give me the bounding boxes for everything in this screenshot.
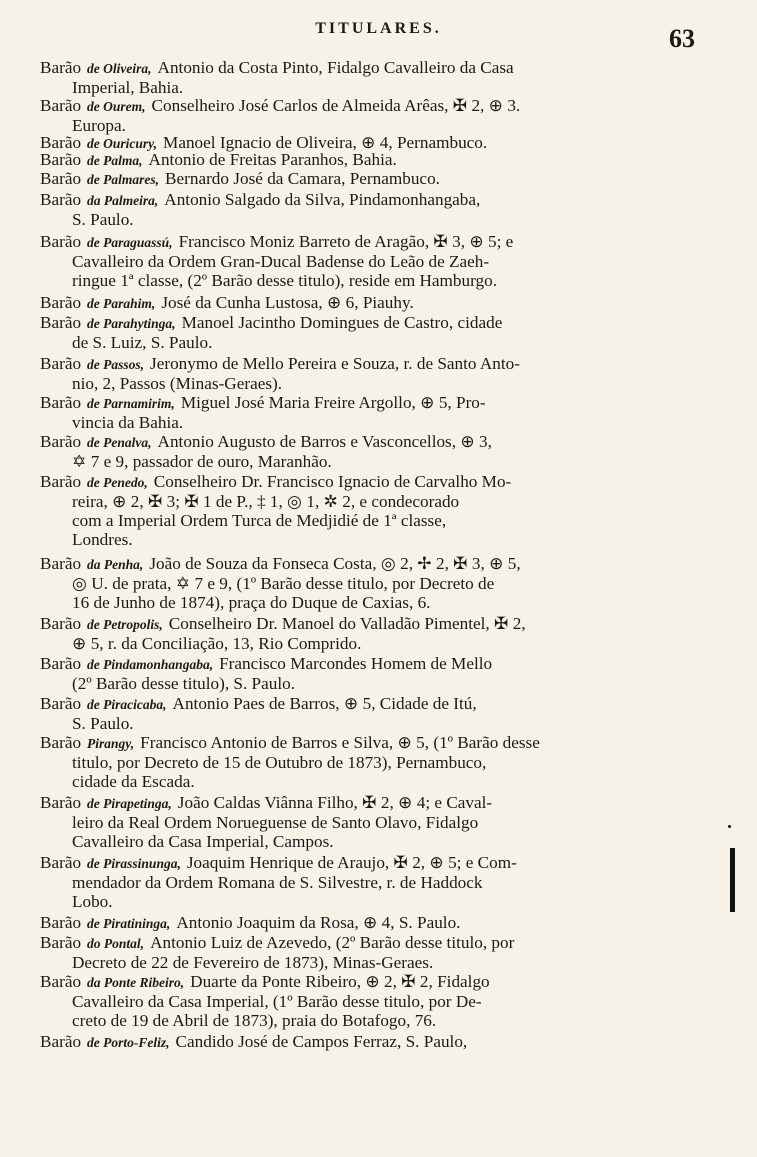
entry-place-name: de Pindamonhangaba, bbox=[87, 657, 214, 672]
entry-text: Antonio Salgado da Silva, Pindamonhangaba, bbox=[164, 190, 481, 209]
entry-place-name: de Palma, bbox=[87, 153, 143, 168]
entry-place-name: do Pontal, bbox=[87, 936, 145, 951]
entry-line bbox=[40, 992, 670, 1011]
title-entry bbox=[40, 354, 670, 393]
entry-line bbox=[40, 452, 670, 471]
entry-text: João Caldas Viânna Filho, ✠ 2, ⊕ 4; e Caval- bbox=[177, 793, 493, 812]
entry-title: Barão bbox=[40, 694, 82, 713]
entry-text: Manoel Ignacio de Oliveira, ⊕ 4, Pernambuco. bbox=[163, 133, 488, 152]
entry-title: Barão bbox=[40, 472, 82, 491]
entry-place-name: de Petropolis, bbox=[87, 617, 163, 632]
entry-title: Barão bbox=[40, 169, 82, 188]
entry-text: S. Paulo. bbox=[72, 714, 134, 733]
entry-line bbox=[40, 78, 670, 97]
entry-line bbox=[40, 530, 670, 549]
entry-line bbox=[40, 190, 670, 210]
entry-place-name: de Paraguassú, bbox=[87, 235, 173, 250]
entry-title: Barão bbox=[40, 190, 82, 209]
entry-place-name: de Oliveira, bbox=[87, 61, 152, 76]
entry-text: Cavalleiro da Casa Imperial, (1º Barão desse titulo, por De- bbox=[72, 992, 482, 1011]
entry-text: Duarte da Ponte Ribeiro, ⊕ 2, ✠ 2, Fidalgo bbox=[190, 972, 490, 991]
entry-text: Antonio Luiz de Azevedo, (2º Barão desse titulo, por bbox=[150, 933, 515, 952]
title-entry bbox=[40, 694, 670, 733]
entry-place-name: da Palmeira, bbox=[87, 193, 159, 208]
entry-place-name: de Parahytinga, bbox=[87, 316, 176, 331]
entry-place-name: de Parahim, bbox=[87, 296, 156, 311]
title-entry bbox=[40, 393, 670, 432]
entry-text: ⊕ 5, r. da Conciliação, 13, Rio Comprido. bbox=[72, 634, 362, 653]
entry-line bbox=[40, 252, 670, 271]
entry-text: Antonio da Costa Pinto, Fidalgo Cavalleiro da Casa bbox=[157, 58, 514, 77]
entry-line bbox=[40, 714, 670, 733]
entry-text: Francisco Marcondes Homem de Mello bbox=[219, 654, 493, 673]
entry-title: Barão bbox=[40, 933, 82, 952]
entry-place-name: de Piratininga, bbox=[87, 916, 171, 931]
entry-line bbox=[40, 413, 670, 432]
title-entry bbox=[40, 293, 670, 313]
entry-line bbox=[40, 293, 670, 313]
title-entry bbox=[40, 793, 670, 851]
entry-line bbox=[40, 654, 670, 674]
entry-place-name: de Pirassinunga, bbox=[87, 856, 181, 871]
entry-line bbox=[40, 354, 670, 374]
entry-line bbox=[40, 432, 670, 452]
title-entry bbox=[40, 169, 670, 189]
entry-text: Cavalleiro da Ordem Gran-Ducal Badense do Leão de Zaeh- bbox=[72, 252, 490, 271]
entry-place-name: de Piracicaba, bbox=[87, 697, 167, 712]
entry-title: Barão bbox=[40, 293, 82, 312]
entry-line bbox=[40, 313, 670, 333]
entry-title: Barão bbox=[40, 432, 82, 451]
entry-text: creto de 19 de Abril de 1873), praia do Botafogo, 76. bbox=[72, 1011, 437, 1030]
entry-line bbox=[40, 733, 670, 753]
entry-place-name: Pirangy, bbox=[87, 736, 135, 751]
entry-text: 16 de Junho de 1874), praça do Duque de Caxias, 6. bbox=[72, 593, 431, 612]
entry-title: Barão bbox=[40, 554, 82, 573]
entry-place-name: da Ponte Ribeiro, bbox=[87, 975, 185, 990]
entry-text: Conselheiro Dr. Manoel do Valladão Pimentel, ✠ 2, bbox=[168, 614, 526, 633]
entry-text: Francisco Moniz Barreto de Aragão, ✠ 3, ⊕ 5; e bbox=[178, 232, 514, 251]
entry-line bbox=[40, 953, 670, 972]
entry-line bbox=[40, 393, 670, 413]
entry-text: Francisco Antonio de Barros e Silva, ⊕ 5, (1º Barão desse bbox=[140, 733, 540, 752]
page-number: 63 bbox=[669, 24, 695, 53]
entry-place-name: de Ouricury, bbox=[87, 136, 158, 151]
entry-place-name: de Palmares, bbox=[87, 172, 160, 187]
entry-text: Candido José de Campos Ferraz, S. Paulo, bbox=[175, 1032, 468, 1051]
entry-line bbox=[40, 853, 670, 873]
entry-line bbox=[40, 873, 670, 892]
entry-text: titulo, por Decreto de 15 de Outubro de 1873), Pernambuco, bbox=[72, 753, 487, 772]
entry-line bbox=[40, 1032, 670, 1052]
entry-text: Decreto de 22 de Fevereiro de 1873), Minas-Geraes. bbox=[72, 953, 434, 972]
entry-text: João de Souza da Fonseca Costa, ◎ 2, ✢ 2, ✠ 3, ⊕ 5, bbox=[149, 554, 521, 573]
title-entry bbox=[40, 58, 670, 97]
entry-place-name: de Ourem, bbox=[87, 99, 146, 114]
running-header: TITULARES. bbox=[315, 20, 442, 37]
margin-dot bbox=[728, 825, 731, 828]
entry-text: Antonio Joaquim da Rosa, ⊕ 4, S. Paulo. bbox=[176, 913, 461, 932]
entry-line bbox=[40, 614, 670, 634]
entry-line bbox=[40, 634, 670, 653]
entry-text: (2º Barão desse titulo), S. Paulo. bbox=[72, 674, 296, 693]
entry-title: Barão bbox=[40, 733, 82, 752]
title-entry bbox=[40, 1032, 670, 1052]
entry-place-name: de Passos, bbox=[87, 357, 145, 372]
entry-text: ◎ U. de prata, ✡ 7 e 9, (1º Barão desse titulo, por Decreto de bbox=[72, 574, 495, 593]
entry-line bbox=[40, 574, 670, 593]
entry-place-name: de Parnamirim, bbox=[87, 396, 175, 411]
entry-line bbox=[40, 333, 670, 352]
entry-line bbox=[40, 674, 670, 693]
entry-title: Barão bbox=[40, 614, 82, 633]
entry-line bbox=[40, 793, 670, 813]
entry-title: Barão bbox=[40, 354, 82, 373]
entry-text: ringue 1ª classe, (2º Barão desse titulo), reside em Hamburgo. bbox=[72, 271, 498, 290]
entry-line bbox=[40, 374, 670, 393]
entry-line bbox=[40, 593, 670, 612]
entry-title: Barão bbox=[40, 853, 82, 872]
entry-text: Cavalleiro da Casa Imperial, Campos. bbox=[72, 832, 334, 851]
entry-title: Barão bbox=[40, 232, 82, 251]
entry-line bbox=[40, 933, 670, 953]
entry-line bbox=[40, 169, 670, 189]
entry-text: Europa. bbox=[72, 116, 126, 135]
entry-text: mendador da Ordem Romana de S. Silvestre, r. de Haddock bbox=[72, 873, 483, 892]
entry-title: Barão bbox=[40, 1032, 82, 1051]
entry-title: Barão bbox=[40, 150, 82, 169]
entry-title: Barão bbox=[40, 793, 82, 812]
entry-text: Manoel Jacintho Domingues de Castro, cidade bbox=[181, 313, 503, 332]
entry-title: Barão bbox=[40, 313, 82, 332]
title-entry bbox=[40, 432, 670, 471]
title-entry bbox=[40, 913, 670, 933]
entry-title: Barão bbox=[40, 58, 82, 77]
entry-line bbox=[40, 472, 670, 492]
entry-line bbox=[40, 913, 670, 933]
entry-line bbox=[40, 511, 670, 530]
title-entry bbox=[40, 654, 670, 693]
entry-place-name: de Penalva, bbox=[87, 435, 152, 450]
margin-ink-mark bbox=[730, 848, 735, 912]
entry-line bbox=[40, 150, 670, 170]
entry-text: ✡ 7 e 9, passador de ouro, Maranhão. bbox=[72, 452, 332, 471]
entry-text: nio, 2, Passos (Minas-Geraes). bbox=[72, 374, 283, 393]
entry-title: Barão bbox=[40, 654, 82, 673]
entry-title: Barão bbox=[40, 96, 82, 115]
entry-place-name: de Pirapetinga, bbox=[87, 796, 172, 811]
entry-text: vincia da Bahia. bbox=[72, 413, 184, 432]
entry-line bbox=[40, 694, 670, 714]
entry-title: Barão bbox=[40, 913, 82, 932]
entry-line bbox=[40, 1011, 670, 1030]
title-entry bbox=[40, 150, 670, 170]
title-entry bbox=[40, 972, 670, 1030]
entry-text: S. Paulo. bbox=[72, 210, 134, 229]
entry-line bbox=[40, 492, 670, 511]
entry-line bbox=[40, 892, 670, 911]
title-entry bbox=[40, 96, 670, 135]
entry-line bbox=[40, 96, 670, 116]
title-entry bbox=[40, 232, 670, 290]
entry-place-name: da Penha, bbox=[87, 557, 144, 572]
entry-text: Londres. bbox=[72, 530, 133, 549]
entry-title: Barão bbox=[40, 133, 82, 152]
entry-text: Jeronymo de Mello Pereira e Souza, r. de Santo Anto- bbox=[150, 354, 520, 373]
entry-line bbox=[40, 58, 670, 78]
title-entry bbox=[40, 554, 670, 612]
entry-text: Bernardo José da Camara, Pernambuco. bbox=[165, 169, 440, 188]
entry-line bbox=[40, 753, 670, 772]
entry-text: Joaquim Henrique de Araujo, ✠ 2, ⊕ 5; e Com- bbox=[186, 853, 517, 872]
entry-text: Lobo. bbox=[72, 892, 113, 911]
entry-text: Conselheiro José Carlos de Almeida Arêas, ✠ 2, ⊕ 3. bbox=[151, 96, 521, 115]
entry-text: José da Cunha Lustosa, ⊕ 6, Piauhy. bbox=[161, 293, 414, 312]
entry-text: Antonio Augusto de Barros e Vasconcellos, ⊕ 3, bbox=[157, 432, 492, 451]
entry-place-name: de Porto-Feliz, bbox=[87, 1035, 170, 1050]
entry-line bbox=[40, 210, 670, 229]
title-entry bbox=[40, 614, 670, 653]
entry-text: cidade da Escada. bbox=[72, 772, 195, 791]
entry-line bbox=[40, 554, 670, 574]
title-entry bbox=[40, 733, 670, 791]
entry-text: Conselheiro Dr. Francisco Ignacio de Carvalho Mo- bbox=[153, 472, 512, 491]
title-entry bbox=[40, 190, 670, 229]
title-entry bbox=[40, 472, 670, 549]
entry-text: de S. Luiz, S. Paulo. bbox=[72, 333, 213, 352]
entry-text: reira, ⊕ 2, ✠ 3; ✠ 1 de P., ‡ 1, ◎ 1, ✲ 2, e condecorado bbox=[72, 492, 460, 511]
title-entry bbox=[40, 853, 670, 911]
entry-line bbox=[40, 813, 670, 832]
title-entry bbox=[40, 933, 670, 972]
entry-text: Antonio de Freitas Paranhos, Bahia. bbox=[148, 150, 397, 169]
entry-line bbox=[40, 832, 670, 851]
entry-text: Imperial, Bahia. bbox=[72, 78, 184, 97]
entry-text: Antonio Paes de Barros, ⊕ 5, Cidade de Itú, bbox=[172, 694, 477, 713]
entry-text: Miguel José Maria Freire Argollo, ⊕ 5, Pro- bbox=[180, 393, 486, 412]
entry-line bbox=[40, 972, 670, 992]
entry-line bbox=[40, 772, 670, 791]
entry-line bbox=[40, 232, 670, 252]
entry-title: Barão bbox=[40, 972, 82, 991]
entry-text: com a Imperial Ordem Turca de Medjidié de 1ª classe, bbox=[72, 511, 447, 530]
entry-place-name: de Penedo, bbox=[87, 475, 148, 490]
entry-title: Barão bbox=[40, 393, 82, 412]
entry-text: leiro da Real Ordem Norueguense de Santo Olavo, Fidalgo bbox=[72, 813, 479, 832]
title-entry bbox=[40, 313, 670, 352]
entry-line bbox=[40, 271, 670, 290]
